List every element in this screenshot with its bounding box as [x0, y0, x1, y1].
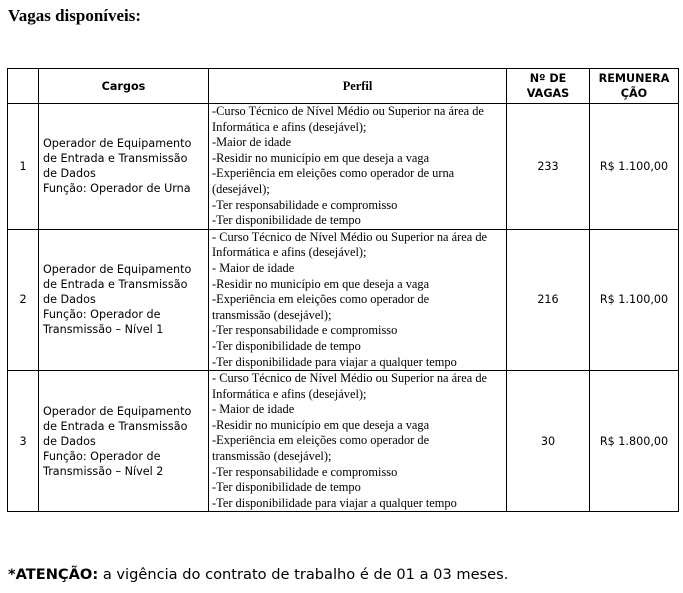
remuneracao-cell: R$ 1.100,00 — [590, 229, 679, 370]
perfil-line: (desejável); — [212, 181, 270, 196]
header-cargos: Cargos — [39, 69, 209, 104]
row-number: 3 — [8, 371, 39, 512]
cargo-cell — [39, 229, 209, 370]
attention-text: a vigência do contrato de trabalho é de 01 a 03 meses. — [98, 566, 509, 583]
attention-label: *ATENÇÃO: — [8, 566, 99, 583]
perfil-line: -Residir no município em que deseja a vaga — [212, 417, 430, 432]
header-vagas — [507, 69, 590, 104]
cargo-line: Transmissão – Nível 2 — [43, 464, 164, 478]
perfil-line: transmissão (desejável); — [212, 307, 332, 322]
cargo-line: de Entrada e Transmissão — [43, 278, 188, 292]
cargo-line: Função: Operador de — [43, 308, 161, 322]
perfil-line: -Maior de idade — [212, 135, 292, 150]
header-perfil: Perfil — [209, 69, 507, 104]
cargo-line: Operador de Equipamento — [43, 137, 192, 151]
perfil-line: -Ter responsabilidade e compromisso — [212, 323, 398, 338]
perfil-line: -Ter responsabilidade e compromisso — [212, 197, 398, 212]
vagas-cell: 30 — [507, 371, 590, 512]
perfil-line: -Ter disponibilidade para viajar a qualquer tempo — [212, 354, 457, 369]
cargo-line: Função: Operador de Urna — [43, 182, 191, 196]
page-heading: Vagas disponíveis: — [8, 6, 142, 25]
cargo-cell — [39, 371, 209, 512]
perfil-line: -Ter responsabilidade e compromisso — [212, 464, 398, 479]
table-row — [8, 371, 679, 512]
perfil-line: -Ter disponibilidade de tempo — [212, 338, 361, 353]
perfil-line: -Experiência em eleições como operador de urna — [212, 166, 455, 181]
perfil-line: - Maior de idade — [212, 260, 295, 275]
perfil-line: - Curso Técnico de Nível Médio ou Superior na área de — [212, 229, 488, 244]
cargo-line: de Dados — [43, 293, 96, 307]
vagas-cell: 216 — [507, 229, 590, 370]
perfil-cell — [209, 229, 507, 370]
perfil-line: -Experiência em eleições como operador de — [212, 292, 430, 307]
header-remuneracao — [590, 69, 679, 104]
perfil-line: Informática e afins (desejável); — [212, 119, 367, 134]
remuneracao-cell: R$ 1.100,00 — [590, 104, 679, 230]
row-number: 2 — [8, 229, 39, 370]
table-row — [8, 229, 679, 370]
perfil-line: Informática e afins (desejável); — [212, 245, 367, 260]
perfil-line: -Curso Técnico de Nível Médio ou Superior na área de — [212, 104, 484, 118]
cargo-line: de Dados — [43, 434, 96, 448]
perfil-cell — [209, 371, 507, 512]
cargo-line: de Entrada e Transmissão — [43, 152, 188, 166]
header-remuneracao-line: ÇÃO — [620, 87, 648, 100]
remuneracao-cell: R$ 1.800,00 — [590, 371, 679, 512]
vacancies-table — [7, 68, 679, 512]
perfil-line: transmissão (desejável); — [212, 449, 332, 464]
header-remuneracao-line: REMUNERA — [598, 72, 670, 85]
perfil-line: - Maior de idade — [212, 402, 295, 417]
header-num — [8, 69, 39, 104]
cargo-line: Transmissão – Nível 1 — [43, 323, 164, 337]
row-number: 1 — [8, 104, 39, 230]
perfil-line: -Residir no município em que deseja a vaga — [212, 150, 430, 165]
table-row — [8, 104, 679, 230]
cargo-line: Operador de Equipamento — [43, 404, 192, 418]
cargo-line: de Dados — [43, 167, 96, 181]
perfil-line: -Residir no município em que deseja a vaga — [212, 276, 430, 291]
cargo-cell — [39, 104, 209, 230]
cargo-line: Operador de Equipamento — [43, 263, 192, 277]
perfil-line: Informática e afins (desejável); — [212, 386, 367, 401]
header-vagas-line: VAGAS — [526, 87, 570, 100]
perfil-line: -Ter disponibilidade de tempo — [212, 480, 361, 495]
perfil-line: -Ter disponibilidade para viajar a qualquer tempo — [212, 495, 457, 510]
perfil-line: - Curso Técnico de Nível Médio ou Superior na área de — [212, 371, 488, 386]
header-vagas-line: Nº DE — [529, 72, 567, 85]
table-header-row — [8, 69, 679, 104]
cargo-line: Função: Operador de — [43, 449, 161, 463]
perfil-cell — [209, 104, 507, 230]
vagas-cell: 233 — [507, 104, 590, 230]
cargo-line: de Entrada e Transmissão — [43, 419, 188, 433]
perfil-line: -Ter disponibilidade de tempo — [212, 213, 361, 228]
perfil-line: -Experiência em eleições como operador de — [212, 433, 430, 448]
attention-note — [8, 566, 508, 583]
